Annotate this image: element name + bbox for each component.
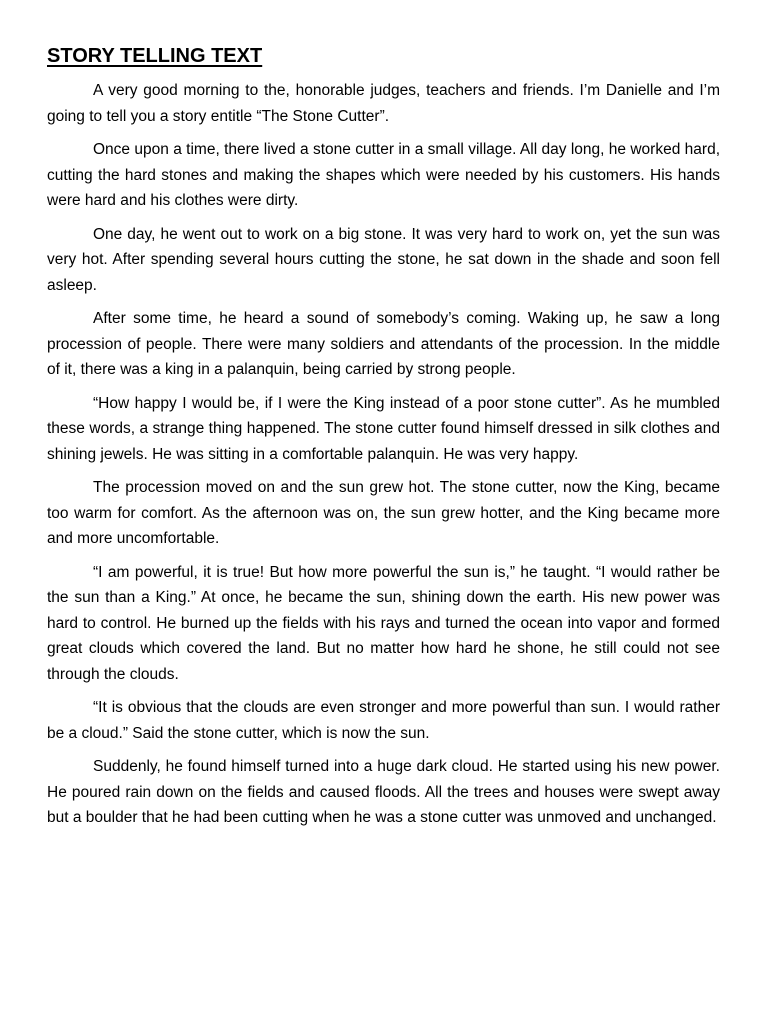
paragraph-greeting: A very good morning to the, honorable judges, teachers and friends. I’m Danielle and I’m going to tell you a story entitle “The Stone Cutter”. bbox=[47, 82, 720, 125]
paragraph-wish-cloud: “It is obvious that the clouds are even stronger and more powerful than sun. I would rather be a cloud.” Said the stone cutter, which is now the sun. bbox=[47, 699, 720, 742]
document-page bbox=[47, 44, 720, 839]
paragraph-becomes-cloud: Suddenly, he found himself turned into a huge dark cloud. He started using his new power. He poured rain down on the fields and caused floods. All the trees and houses were swept away but a boulder that he had been cutting when he was a stone cutter was unmoved and unchanged. bbox=[47, 758, 720, 826]
paragraph-becomes-sun: “I am powerful, it is true! But how more powerful the sun is,” he taught. “I would rather be the sun than a King.” At once, he became the sun, shining down the earth. His new power was hard to control. He burned up the fields with his rays and turned the ocean into vapor and formed great clouds which covered the land. But no matter how hard he shone, he still could not see through the clouds. bbox=[47, 563, 720, 683]
paragraph-procession: After some time, he heard a sound of somebody’s coming. Waking up, he saw a long procession of people. There were many soldiers and attendants of the procession. In the middle of it, there was a king in a palanquin, being carried by strong people. bbox=[47, 310, 720, 378]
document-title: STORY TELLING TEXT bbox=[47, 45, 263, 67]
paragraph-becomes-king: “How happy I would be, if I were the King instead of a poor stone cutter”. As he mumbled these words, a strange thing happened. The stone cutter found himself dressed in silk clothes and shining jewels. He was sitting in a comfortable palanquin. He was very happy. bbox=[47, 394, 720, 463]
paragraph-introduction: Once upon a time, there lived a stone cutter in a small village. All day long, he worked hard, cutting the hard stones and making the shapes which were needed by his customers. His hands were hard and his clothes were dirty. bbox=[47, 141, 720, 209]
paragraph-big-stone: One day, he went out to work on a big stone. It was very hard to work on, yet the sun was very hot. After spending several hours cutting the stone, he sat down in the shade and soon fell asleep. bbox=[47, 225, 720, 294]
paragraph-sun-hot: The procession moved on and the sun grew hot. The stone cutter, now the King, became too warm for comfort. As the afternoon was on, the sun grew hotter, and the King became more and more uncomfortable. bbox=[47, 479, 720, 547]
